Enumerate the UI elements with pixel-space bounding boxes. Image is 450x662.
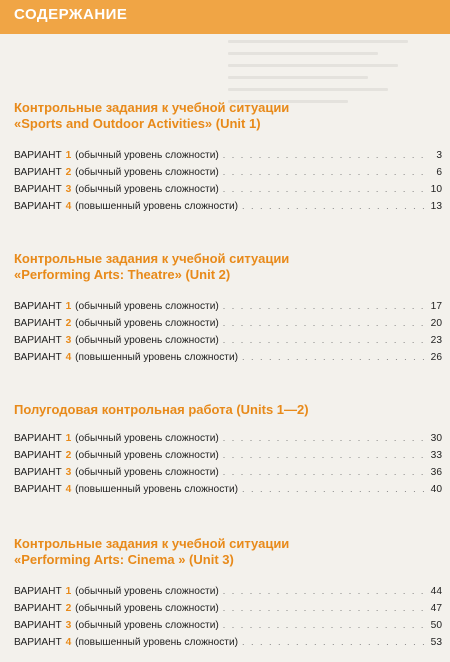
difficulty-level: (обычный уровень сложности) (75, 603, 219, 614)
difficulty-level: (повышенный уровень сложности) (75, 352, 239, 363)
dot-leader (223, 147, 424, 164)
variant-label: ВАРИАНТ 4 (повышенный уровень сложности) (14, 201, 239, 212)
variant-number: 4 (65, 637, 72, 648)
toc-entry[interactable] (14, 164, 442, 181)
page-number: 23 (430, 335, 442, 346)
dot-leader (242, 198, 424, 215)
variant-number: 3 (65, 467, 72, 478)
variant-number: 1 (65, 301, 72, 312)
page-number: 26 (430, 352, 442, 363)
toc-section (14, 100, 442, 215)
toc-section (14, 402, 442, 498)
variant-label: ВАРИАНТ 2 (обычный уровень сложности) (14, 167, 219, 178)
toc-entry[interactable] (14, 481, 442, 498)
page-number: 3 (436, 150, 442, 161)
difficulty-level: (повышенный уровень сложности) (75, 637, 239, 648)
page-number: 6 (436, 167, 442, 178)
difficulty-level: (обычный уровень сложности) (75, 335, 219, 346)
variant-number: 2 (65, 167, 72, 178)
toc-entry[interactable] (14, 315, 442, 332)
page-title: СОДЕРЖАНИЕ (14, 6, 128, 23)
dot-leader (223, 298, 424, 315)
difficulty-level: (обычный уровень сложности) (75, 301, 219, 312)
page-number: 10 (430, 184, 442, 195)
section-title (14, 251, 442, 283)
variant-label: ВАРИАНТ 1 (обычный уровень сложности) (14, 433, 219, 444)
variant-number: 2 (65, 603, 72, 614)
variant-number: 4 (65, 201, 72, 212)
section-title-line: «Performing Arts: Cinema » (Unit 3) (14, 552, 234, 567)
difficulty-level: (обычный уровень сложности) (75, 433, 219, 444)
dot-leader (223, 447, 424, 464)
page-number: 53 (430, 637, 442, 648)
toc-entry[interactable] (14, 583, 442, 600)
toc-entry[interactable] (14, 430, 442, 447)
variant-number: 4 (65, 352, 72, 363)
section-title-line: Контрольные задания к учебной ситуации (14, 251, 290, 266)
dot-leader (223, 332, 424, 349)
dot-leader (223, 617, 424, 634)
page-number: 36 (430, 467, 442, 478)
toc-entry[interactable] (14, 447, 442, 464)
variant-label: ВАРИАНТ 1 (обычный уровень сложности) (14, 301, 219, 312)
dot-leader (223, 583, 424, 600)
toc-entry[interactable] (14, 198, 442, 215)
page-number: 13 (430, 201, 442, 212)
toc-entry[interactable] (14, 617, 442, 634)
difficulty-level: (обычный уровень сложности) (75, 467, 219, 478)
dot-leader (223, 464, 424, 481)
toc-entry[interactable] (14, 332, 442, 349)
difficulty-level: (обычный уровень сложности) (75, 450, 219, 461)
section-title-line: «Performing Arts: Theatre» (Unit 2) (14, 267, 231, 282)
section-title (14, 402, 442, 418)
variant-number: 1 (65, 433, 72, 444)
toc-entry[interactable] (14, 147, 442, 164)
variant-label: ВАРИАНТ 4 (повышенный уровень сложности) (14, 484, 239, 495)
toc-section (14, 251, 442, 366)
variant-number: 4 (65, 484, 72, 495)
toc-entry[interactable] (14, 464, 442, 481)
variant-label: ВАРИАНТ 4 (повышенный уровень сложности) (14, 352, 239, 363)
section-title-line: «Sports and Outdoor Activities» (Unit 1) (14, 116, 261, 131)
variant-label: ВАРИАНТ 2 (обычный уровень сложности) (14, 450, 219, 461)
toc-entry[interactable] (14, 349, 442, 366)
variant-label: ВАРИАНТ 2 (обычный уровень сложности) (14, 603, 219, 614)
page-number: 30 (430, 433, 442, 444)
page-number: 47 (430, 603, 442, 614)
variant-label: ВАРИАНТ 3 (обычный уровень сложности) (14, 467, 219, 478)
toc-entry[interactable] (14, 298, 442, 315)
toc-entry[interactable] (14, 600, 442, 617)
dot-leader (242, 481, 424, 498)
section-title (14, 100, 442, 132)
page-number: 17 (430, 301, 442, 312)
variant-label: ВАРИАНТ 3 (обычный уровень сложности) (14, 184, 219, 195)
variant-label: ВАРИАНТ 3 (обычный уровень сложности) (14, 620, 219, 631)
dot-leader (242, 349, 424, 366)
variant-label: ВАРИАНТ 4 (повышенный уровень сложности) (14, 637, 239, 648)
variant-number: 3 (65, 184, 72, 195)
page-number: 44 (430, 586, 442, 597)
section-title-line: Контрольные задания к учебной ситуации (14, 100, 290, 115)
difficulty-level: (повышенный уровень сложности) (75, 484, 239, 495)
page-number: 40 (430, 484, 442, 495)
toc-section (14, 536, 442, 651)
difficulty-level: (обычный уровень сложности) (75, 167, 219, 178)
dot-leader (223, 430, 424, 447)
toc-entry[interactable] (14, 181, 442, 198)
variant-number: 1 (65, 586, 72, 597)
section-title (14, 536, 442, 568)
page-number: 50 (430, 620, 442, 631)
dot-leader (223, 315, 424, 332)
difficulty-level: (повышенный уровень сложности) (75, 201, 239, 212)
header-bar (0, 0, 450, 34)
variant-label: ВАРИАНТ 1 (обычный уровень сложности) (14, 150, 219, 161)
variant-number: 2 (65, 450, 72, 461)
variant-label: ВАРИАНТ 1 (обычный уровень сложности) (14, 586, 219, 597)
section-title-line: Контрольные задания к учебной ситуации (14, 536, 290, 551)
dot-leader (223, 181, 424, 198)
toc-entry[interactable] (14, 634, 442, 651)
difficulty-level: (обычный уровень сложности) (75, 150, 219, 161)
difficulty-level: (обычный уровень сложности) (75, 318, 219, 329)
variant-number: 2 (65, 318, 72, 329)
difficulty-level: (обычный уровень сложности) (75, 620, 219, 631)
variant-label: ВАРИАНТ 2 (обычный уровень сложности) (14, 318, 219, 329)
page-number: 20 (430, 318, 442, 329)
variant-number: 1 (65, 150, 72, 161)
dot-leader (242, 634, 424, 651)
difficulty-level: (обычный уровень сложности) (75, 586, 219, 597)
variant-label: ВАРИАНТ 3 (обычный уровень сложности) (14, 335, 219, 346)
variant-number: 3 (65, 620, 72, 631)
page-number: 33 (430, 450, 442, 461)
section-title-line: Полугодовая контрольная работа (Units 1—2) (14, 402, 309, 417)
dot-leader (223, 600, 424, 617)
dot-leader (223, 164, 424, 181)
difficulty-level: (обычный уровень сложности) (75, 184, 219, 195)
variant-number: 3 (65, 335, 72, 346)
